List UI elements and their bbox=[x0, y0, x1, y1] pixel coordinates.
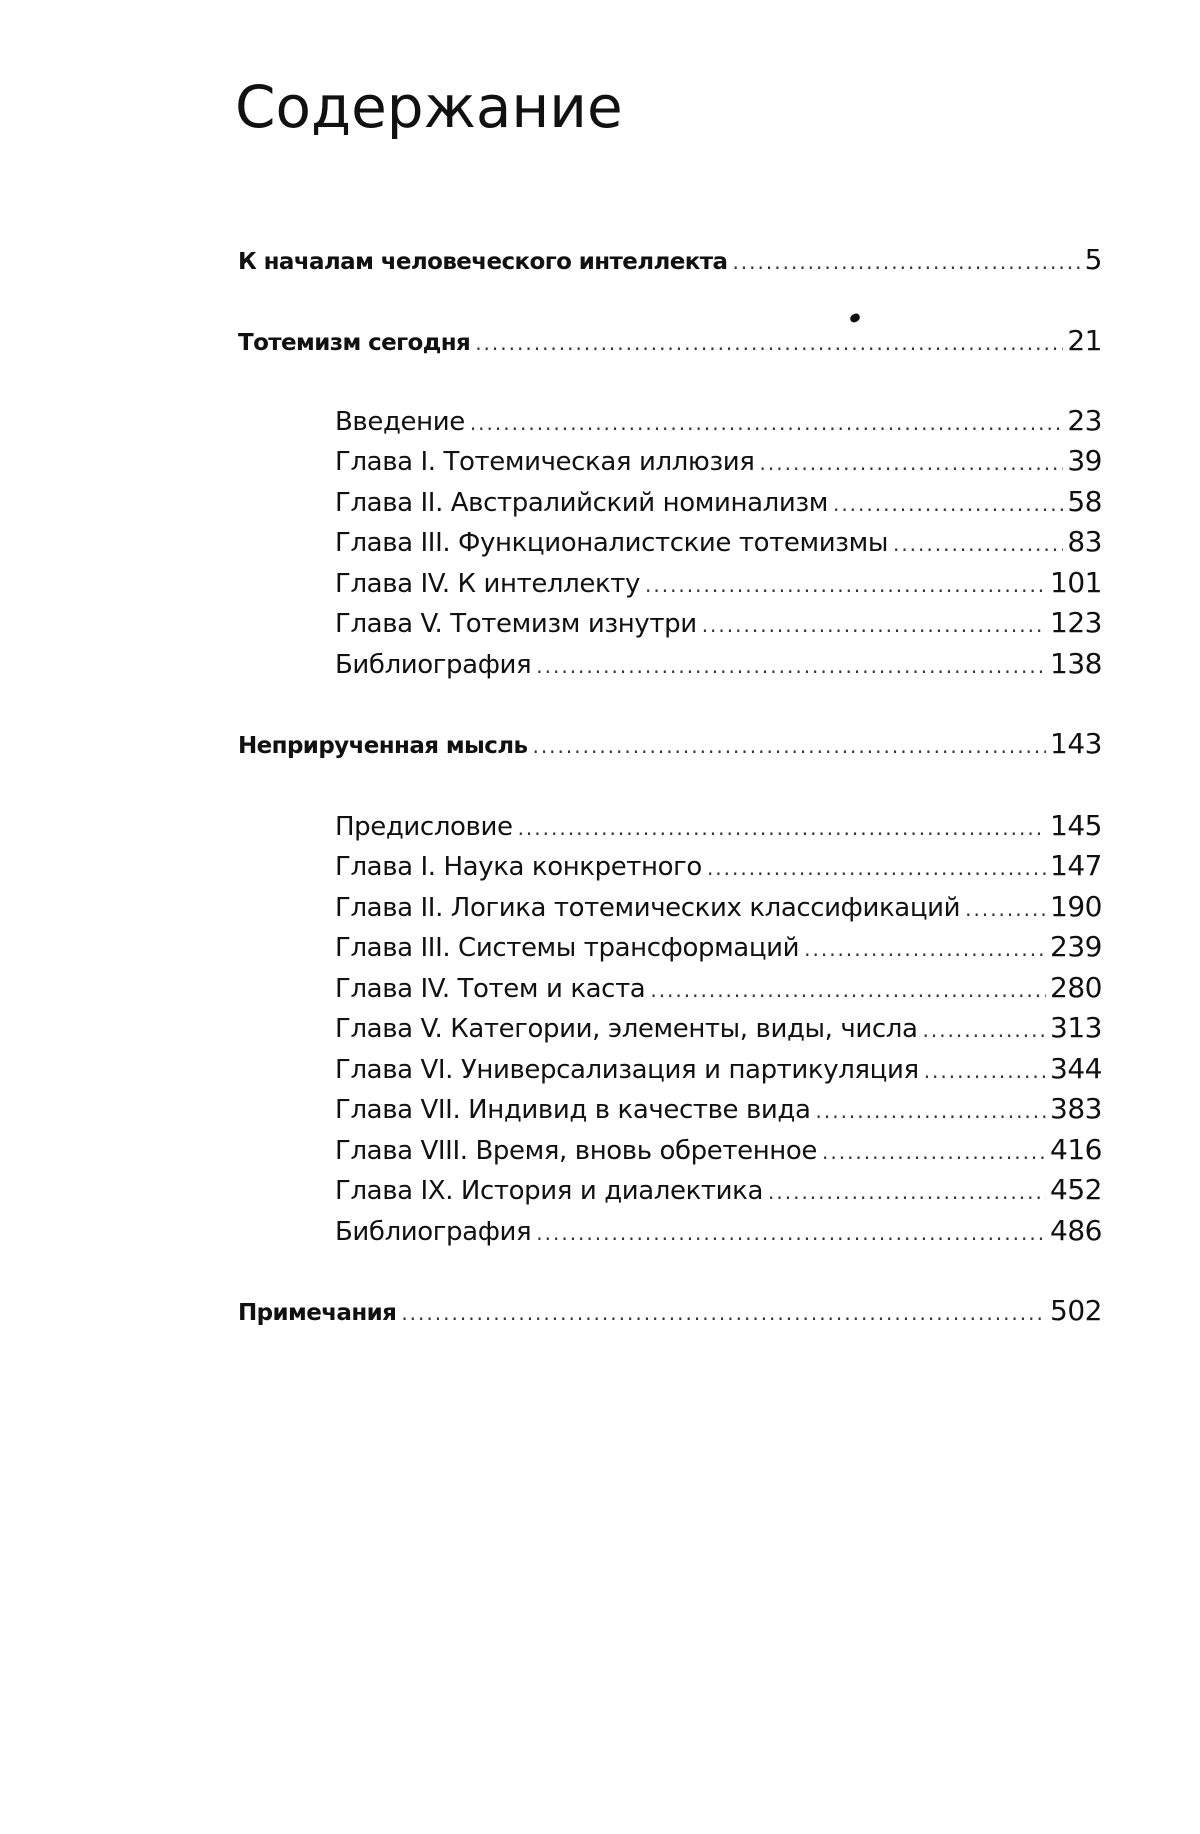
toc-entry-page: 21 bbox=[1067, 324, 1102, 357]
toc-entry-chapter[interactable] bbox=[335, 606, 1102, 640]
toc-entry-label: Глава IV. Тотем и каста bbox=[335, 974, 646, 1004]
dot-leader bbox=[893, 527, 1063, 561]
toc-entry-chapter[interactable] bbox=[335, 485, 1102, 519]
toc-entry-chapter[interactable] bbox=[335, 930, 1102, 964]
toc-entry-part[interactable] bbox=[238, 727, 1102, 761]
dot-leader bbox=[732, 245, 1080, 279]
toc-entry-page: 145 bbox=[1050, 809, 1102, 842]
toc-entry-chapter[interactable] bbox=[335, 971, 1102, 1005]
toc-entry-label: Предисловие bbox=[335, 812, 513, 842]
toc-entry-chapter[interactable] bbox=[335, 1214, 1102, 1248]
toc-entry-page: 313 bbox=[1050, 1011, 1102, 1044]
toc-entry-chapter[interactable] bbox=[335, 404, 1102, 438]
dot-leader bbox=[475, 326, 1063, 360]
toc-entry-label: Неприрученная мысль bbox=[238, 733, 528, 759]
dot-leader bbox=[702, 608, 1046, 642]
toc-entry-label: К началам человеческого интеллекта bbox=[238, 249, 728, 275]
toc-entry-page: 39 bbox=[1067, 444, 1102, 477]
toc-entry-page: 147 bbox=[1050, 849, 1102, 882]
dot-leader bbox=[816, 1094, 1047, 1128]
dot-leader bbox=[760, 446, 1064, 480]
toc-entry-label: Глава IV. К интеллекту bbox=[335, 569, 640, 599]
toc-entry-label: Глава IX. История и диалектика bbox=[335, 1176, 764, 1206]
toc-entry-page: 280 bbox=[1050, 971, 1102, 1004]
toc-entry-page: 452 bbox=[1050, 1173, 1102, 1206]
toc-entry-page: 101 bbox=[1050, 566, 1102, 599]
ink-speck bbox=[849, 312, 861, 323]
dot-leader bbox=[518, 811, 1046, 845]
toc-entry-label: Примечания bbox=[238, 1300, 397, 1326]
toc-entry-label: Глава VIII. Время, вновь обретенное bbox=[335, 1136, 817, 1166]
dot-leader bbox=[768, 1175, 1046, 1209]
dot-leader bbox=[536, 649, 1046, 683]
toc-entry-chapter[interactable] bbox=[335, 1092, 1102, 1126]
toc-entry-chapter[interactable] bbox=[335, 444, 1102, 478]
toc-entry-chapter[interactable] bbox=[335, 647, 1102, 681]
toc-entry-label: Глава VI. Универсализация и партикуляция bbox=[335, 1055, 919, 1085]
toc-entry-label: Глава II. Австралийский номинализм bbox=[335, 488, 828, 518]
toc-entry-page: 23 bbox=[1067, 404, 1102, 437]
dot-leader bbox=[470, 406, 1064, 440]
toc-entry-page: 383 bbox=[1050, 1092, 1102, 1125]
dot-leader bbox=[924, 1054, 1046, 1088]
toc-entry-page: 143 bbox=[1050, 727, 1102, 760]
toc-entry-chapter[interactable] bbox=[335, 566, 1102, 600]
toc-entry-chapter[interactable] bbox=[335, 525, 1102, 559]
toc-entry-label: Глава I. Тотемическая иллюзия bbox=[335, 447, 755, 477]
toc-entry-page: 239 bbox=[1050, 930, 1102, 963]
dot-leader bbox=[650, 973, 1046, 1007]
toc-entry-page: 502 bbox=[1050, 1294, 1102, 1327]
toc-entry-page: 138 bbox=[1050, 647, 1102, 680]
toc-entry-chapter[interactable] bbox=[335, 890, 1102, 924]
dot-leader bbox=[965, 892, 1046, 926]
toc-entry-label: Глава V. Категории, элементы, виды, числа bbox=[335, 1014, 918, 1044]
dot-leader bbox=[532, 729, 1046, 763]
toc-entry-part[interactable] bbox=[238, 324, 1102, 358]
toc-entry-part[interactable] bbox=[238, 243, 1102, 277]
dot-leader bbox=[707, 851, 1046, 885]
toc-entry-label: Глава VII. Индивид в качестве вида bbox=[335, 1095, 811, 1125]
toc-entry-page: 83 bbox=[1067, 525, 1102, 558]
toc-entry-page: 5 bbox=[1084, 243, 1102, 276]
toc-entry-page: 190 bbox=[1050, 890, 1102, 923]
toc-entry-page: 344 bbox=[1050, 1052, 1102, 1085]
toc-entry-page: 486 bbox=[1050, 1214, 1102, 1247]
dot-leader bbox=[833, 487, 1063, 521]
toc-entry-part[interactable] bbox=[238, 1294, 1102, 1328]
dot-leader bbox=[401, 1296, 1046, 1330]
toc-entry-label: Библиография bbox=[335, 1217, 532, 1247]
toc-entry-page: 416 bbox=[1050, 1133, 1102, 1166]
page-title: Содержание bbox=[235, 73, 623, 141]
dot-leader bbox=[922, 1013, 1046, 1047]
toc-entry-chapter[interactable] bbox=[335, 1011, 1102, 1045]
toc-entry-label: Глава II. Логика тотемических классификаций bbox=[335, 893, 961, 923]
dot-leader bbox=[804, 932, 1046, 966]
toc-entry-label: Глава V. Тотемизм изнутри bbox=[335, 609, 697, 639]
dot-leader bbox=[645, 568, 1046, 602]
toc-entry-label: Глава III. Системы трансформаций bbox=[335, 933, 800, 963]
toc-entry-page: 123 bbox=[1050, 606, 1102, 639]
toc-entry-chapter[interactable] bbox=[335, 809, 1102, 843]
toc-entry-chapter[interactable] bbox=[335, 1173, 1102, 1207]
toc-entry-label: Глава I. Наука конкретного bbox=[335, 852, 702, 882]
toc-entry-label: Библиография bbox=[335, 650, 532, 680]
dot-leader bbox=[536, 1216, 1046, 1250]
dot-leader bbox=[822, 1135, 1046, 1169]
toc-entry-chapter[interactable] bbox=[335, 1133, 1102, 1167]
toc-entry-label: Тотемизм сегодня bbox=[238, 330, 471, 356]
toc-entry-chapter[interactable] bbox=[335, 1052, 1102, 1086]
toc-entry-chapter[interactable] bbox=[335, 849, 1102, 883]
toc-entry-label: Введение bbox=[335, 407, 465, 437]
toc-entry-label: Глава III. Функционалистские тотемизмы bbox=[335, 528, 888, 558]
toc-entry-page: 58 bbox=[1067, 485, 1102, 518]
